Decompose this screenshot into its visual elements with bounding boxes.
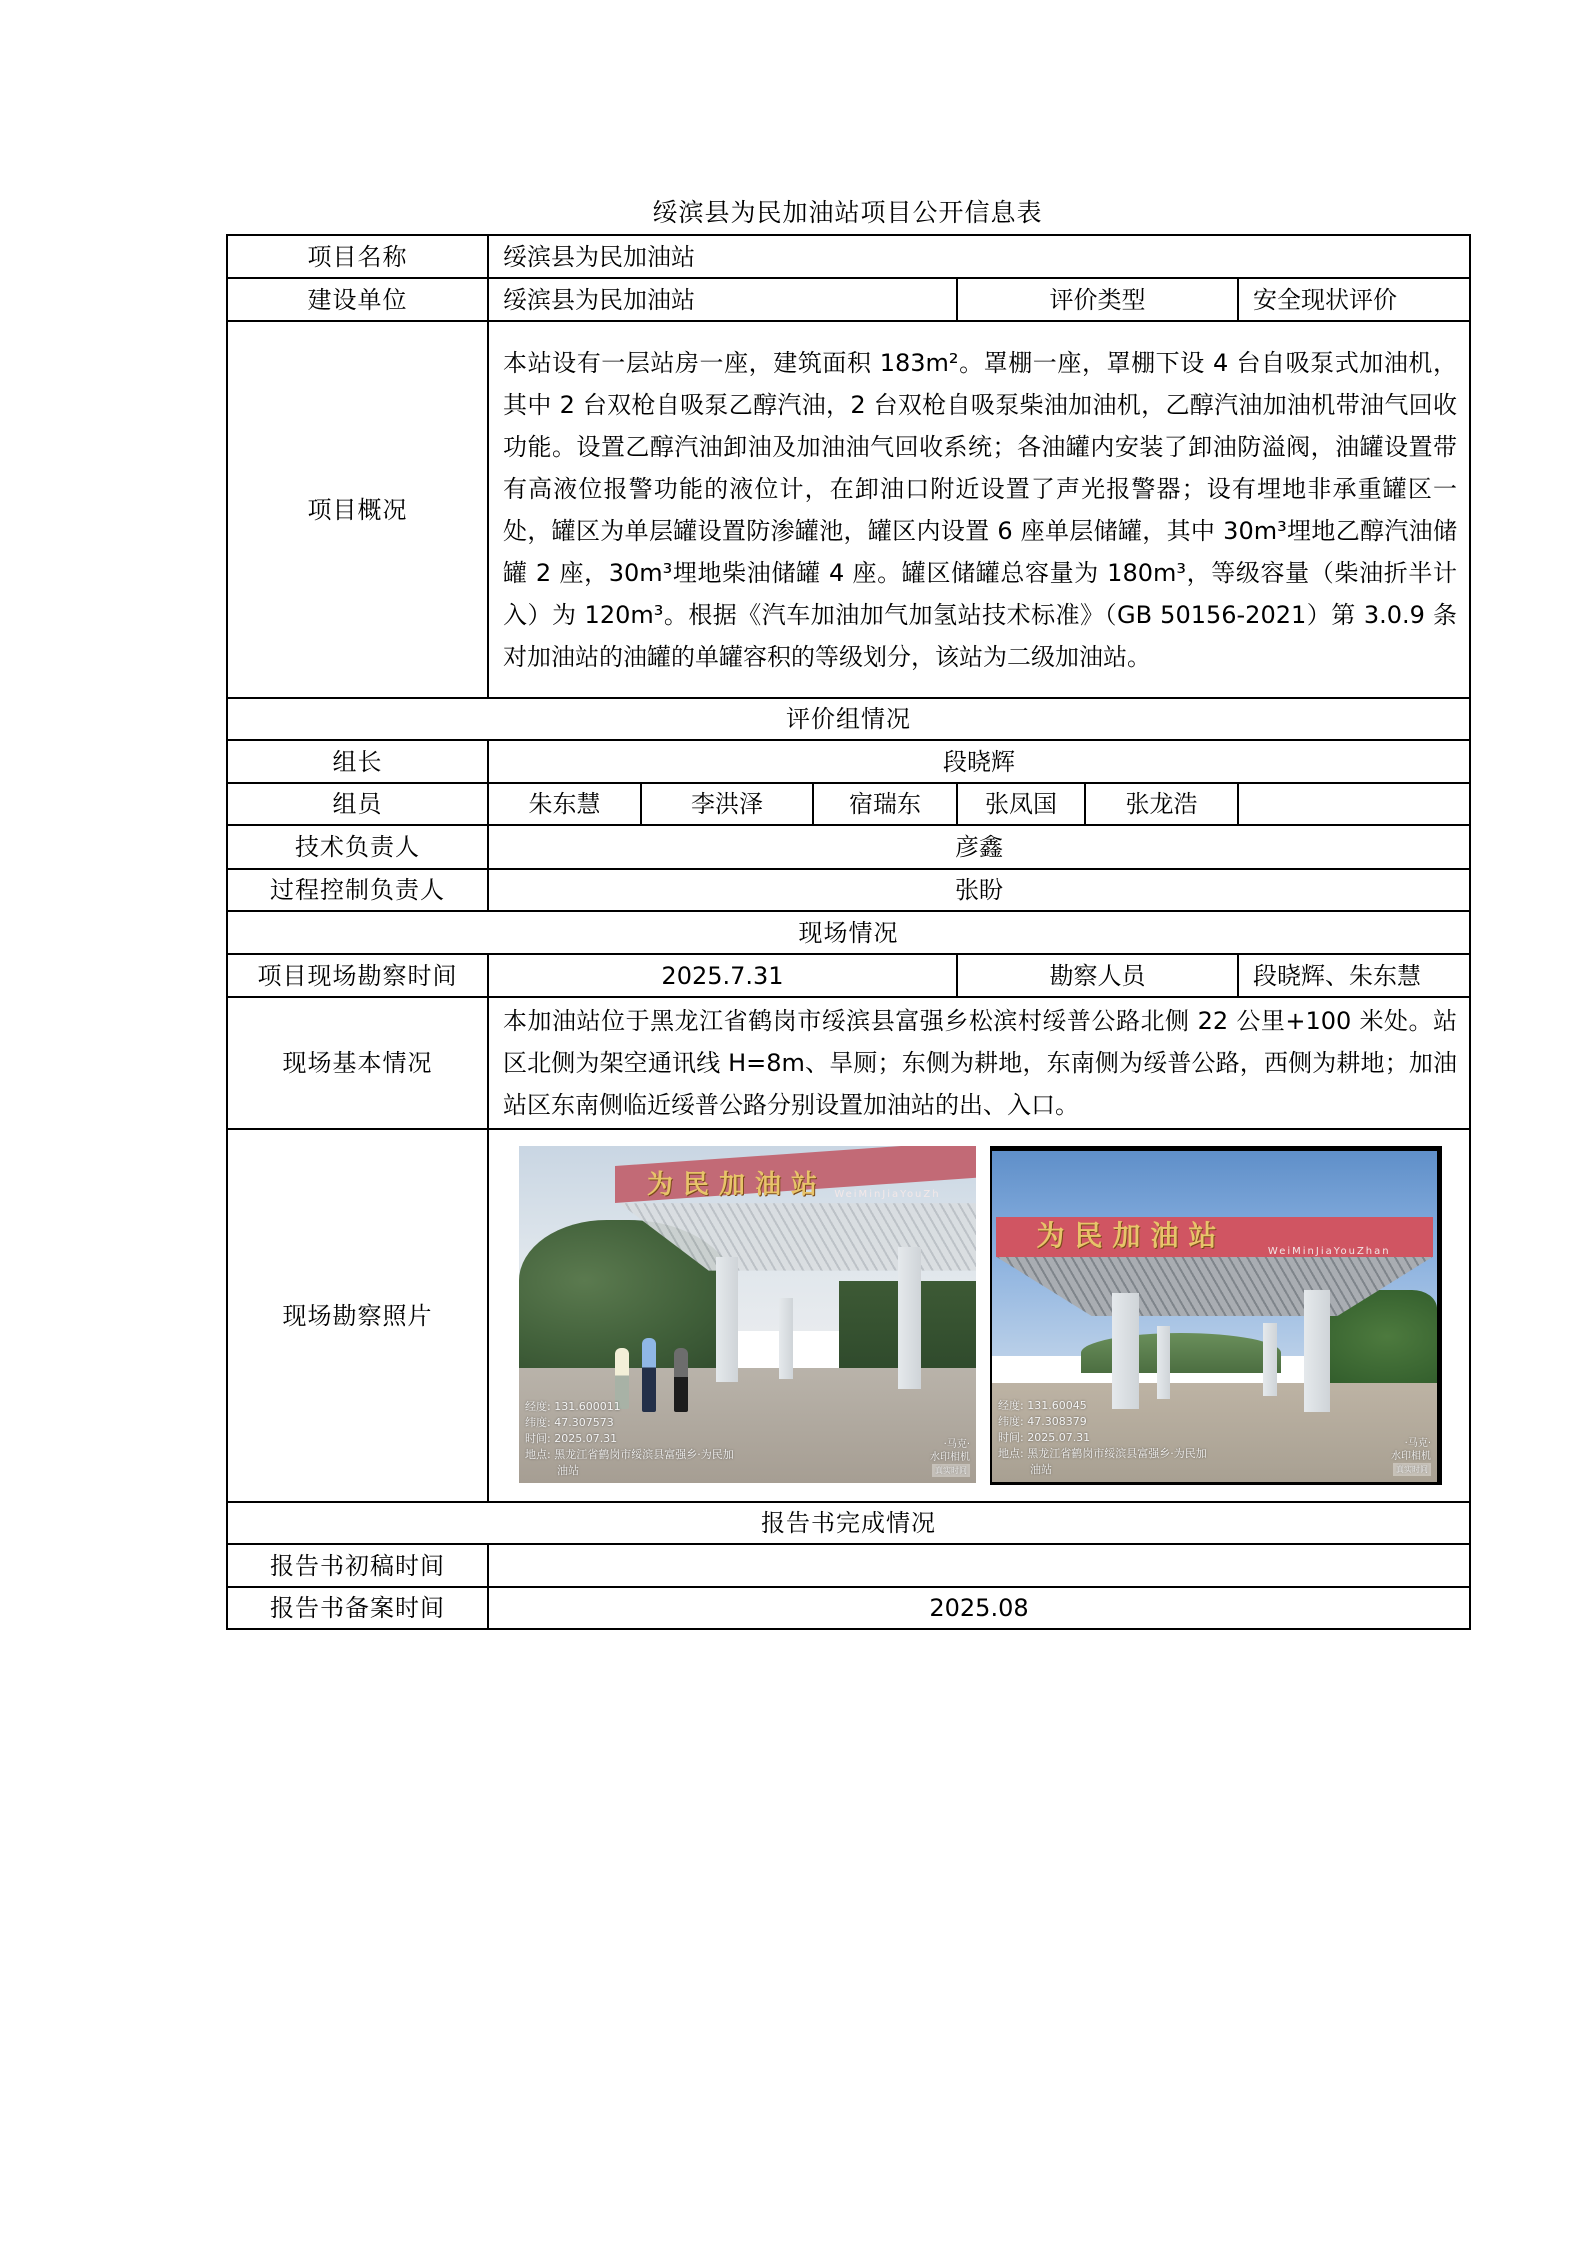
canopy-sign-text: 为民加油站	[1036, 1218, 1227, 1252]
member-cell: 张龙浩	[1085, 783, 1238, 825]
row-filing-time	[227, 1587, 1470, 1629]
row-survey-time	[227, 954, 1470, 997]
members-label: 组员	[227, 783, 488, 825]
project-name-label: 项目名称	[227, 235, 488, 278]
team-section-title: 评价组情况	[227, 698, 1470, 740]
eval-type-label: 评价类型	[957, 278, 1238, 321]
row-team-section	[227, 698, 1470, 740]
row-project-name	[227, 235, 1470, 278]
leader-value: 段晓辉	[488, 740, 1470, 783]
site-photos-cell	[488, 1129, 1470, 1502]
document-title: 绥滨县为民加油站项目公开信息表	[652, 198, 1043, 227]
camera-watermark: ·马克· 水印相机 真实时间	[1391, 1438, 1431, 1474]
builder-label: 建设单位	[227, 278, 488, 321]
survey-time-value: 2025.7.31	[488, 954, 957, 997]
filing-time-value: 2025.08	[488, 1587, 1470, 1629]
tech-lead-value: 彦鑫	[488, 825, 1470, 869]
row-leader	[227, 740, 1470, 783]
site-basic-label: 现场基本情况	[227, 997, 488, 1129]
survey-time-label: 项目现场勘察时间	[227, 954, 488, 997]
eval-type-value: 安全现状评价	[1238, 278, 1470, 321]
leader-label: 组长	[227, 740, 488, 783]
tech-lead-label: 技术负责人	[227, 825, 488, 869]
canopy-sign-latin: WeiMinJiaYouZhan	[1267, 1246, 1391, 1258]
info-table	[226, 234, 1471, 1630]
photo-geo-stamp: 经度: 131.60045 纬度: 47.308379 时间: 2025.07.31 地点: 黑龙江省鹤岗市绥滨县富强乡·为民加 油站	[998, 1399, 1207, 1476]
filing-time-label: 报告书备案时间	[227, 1587, 488, 1629]
row-overview	[227, 321, 1470, 698]
photo-geo-stamp: 经度: 131.600011 纬度: 47.307573 时间: 2025.07.31 地点: 黑龙江省鹤岗市绥滨县富强乡·为民加 油站	[525, 1400, 734, 1477]
project-name-value: 绥滨县为民加油站	[488, 235, 1470, 278]
draft-time-value	[488, 1544, 1470, 1587]
builder-value: 绥滨县为民加油站	[488, 278, 957, 321]
canopy-pillar	[898, 1247, 921, 1389]
row-site-photos	[227, 1129, 1470, 1502]
canopy-pillar	[716, 1257, 739, 1382]
canopy-pillar	[1263, 1323, 1276, 1396]
row-members	[227, 783, 1470, 825]
site-photo-1	[519, 1146, 976, 1483]
surveyors-label: 勘察人员	[957, 954, 1238, 997]
canopy-pillar	[1112, 1293, 1139, 1409]
site-photos-label: 现场勘察照片	[227, 1129, 488, 1502]
surveyors-value: 段晓辉、朱东慧	[1238, 954, 1470, 997]
member-cell: 宿瑞东	[813, 783, 957, 825]
row-draft-time	[227, 1544, 1470, 1587]
overview-label: 项目概况	[227, 321, 488, 698]
site-basic-text: 本加油站位于黑龙江省鹤岗市绥滨县富强乡松滨村绥普公路北侧 22 公里+100 米处。站区北侧为架空通讯线 H=8m、旱厕；东侧为耕地，东南侧为绥普公路，西侧为耕地；加油站区东南侧临近绥普公路分别设置加油站的出、入口。	[488, 997, 1470, 1129]
canopy-pillar	[779, 1298, 793, 1379]
member-cell: 朱东慧	[488, 783, 641, 825]
process-lead-value: 张盼	[488, 869, 1470, 911]
canopy-pillar	[1304, 1290, 1331, 1412]
canopy-sign-latin: WeiMinJiaYouZh	[834, 1188, 941, 1200]
photo-gallery	[489, 1130, 1469, 1501]
row-process-lead	[227, 869, 1470, 911]
member-cell-empty	[1238, 783, 1470, 825]
draft-time-label: 报告书初稿时间	[227, 1544, 488, 1587]
canopy-sign-text: 为民加油站	[646, 1169, 827, 1200]
row-site-section	[227, 911, 1470, 954]
overview-text: 本站设有一层站房一座，建筑面积 183m²。罩棚一座，罩棚下设 4 台自吸泵式加油机，其中 2 台双枪自吸泵乙醇汽油，2 台双枪自吸泵柴油加油机，乙醇汽油加油机带油气回收功能。设置乙醇汽油卸油及加油油气回收系统；各油罐内安装了卸油防溢阀，油罐设置带有高液位报警功能的液位计，在卸油口附近设置了声光报警器；设有埋地非承重罐区一处，罐区为单层罐设置防渗罐池，罐区内设置 6 座单层储罐，其中 30m³埋地乙醇汽油储罐 2 座，30m³埋地柴油储罐 4 座。罐区储罐总容量为 180m³，等级容量（柴油折半计入）为 120m³。根据《汽车加油加气加氢站技术标准》（GB 50156-2021）第 3.0.9 条对加油站的油罐的单罐容积的等级划分，该站为二级加油站。	[488, 321, 1470, 698]
report-section-title: 报告书完成情况	[227, 1502, 1470, 1544]
row-report-section	[227, 1502, 1470, 1544]
camera-watermark: ·马克· 水印相机 真实时间	[930, 1439, 970, 1475]
process-lead-label: 过程控制负责人	[227, 869, 488, 911]
site-photo-2	[990, 1146, 1442, 1485]
member-cell: 张凤国	[957, 783, 1085, 825]
row-tech-lead	[227, 825, 1470, 869]
member-cell: 李洪泽	[641, 783, 813, 825]
row-builder	[227, 278, 1470, 321]
canopy-pillar	[1157, 1326, 1170, 1399]
row-site-basic	[227, 997, 1470, 1129]
site-section-title: 现场情况	[227, 911, 1470, 954]
